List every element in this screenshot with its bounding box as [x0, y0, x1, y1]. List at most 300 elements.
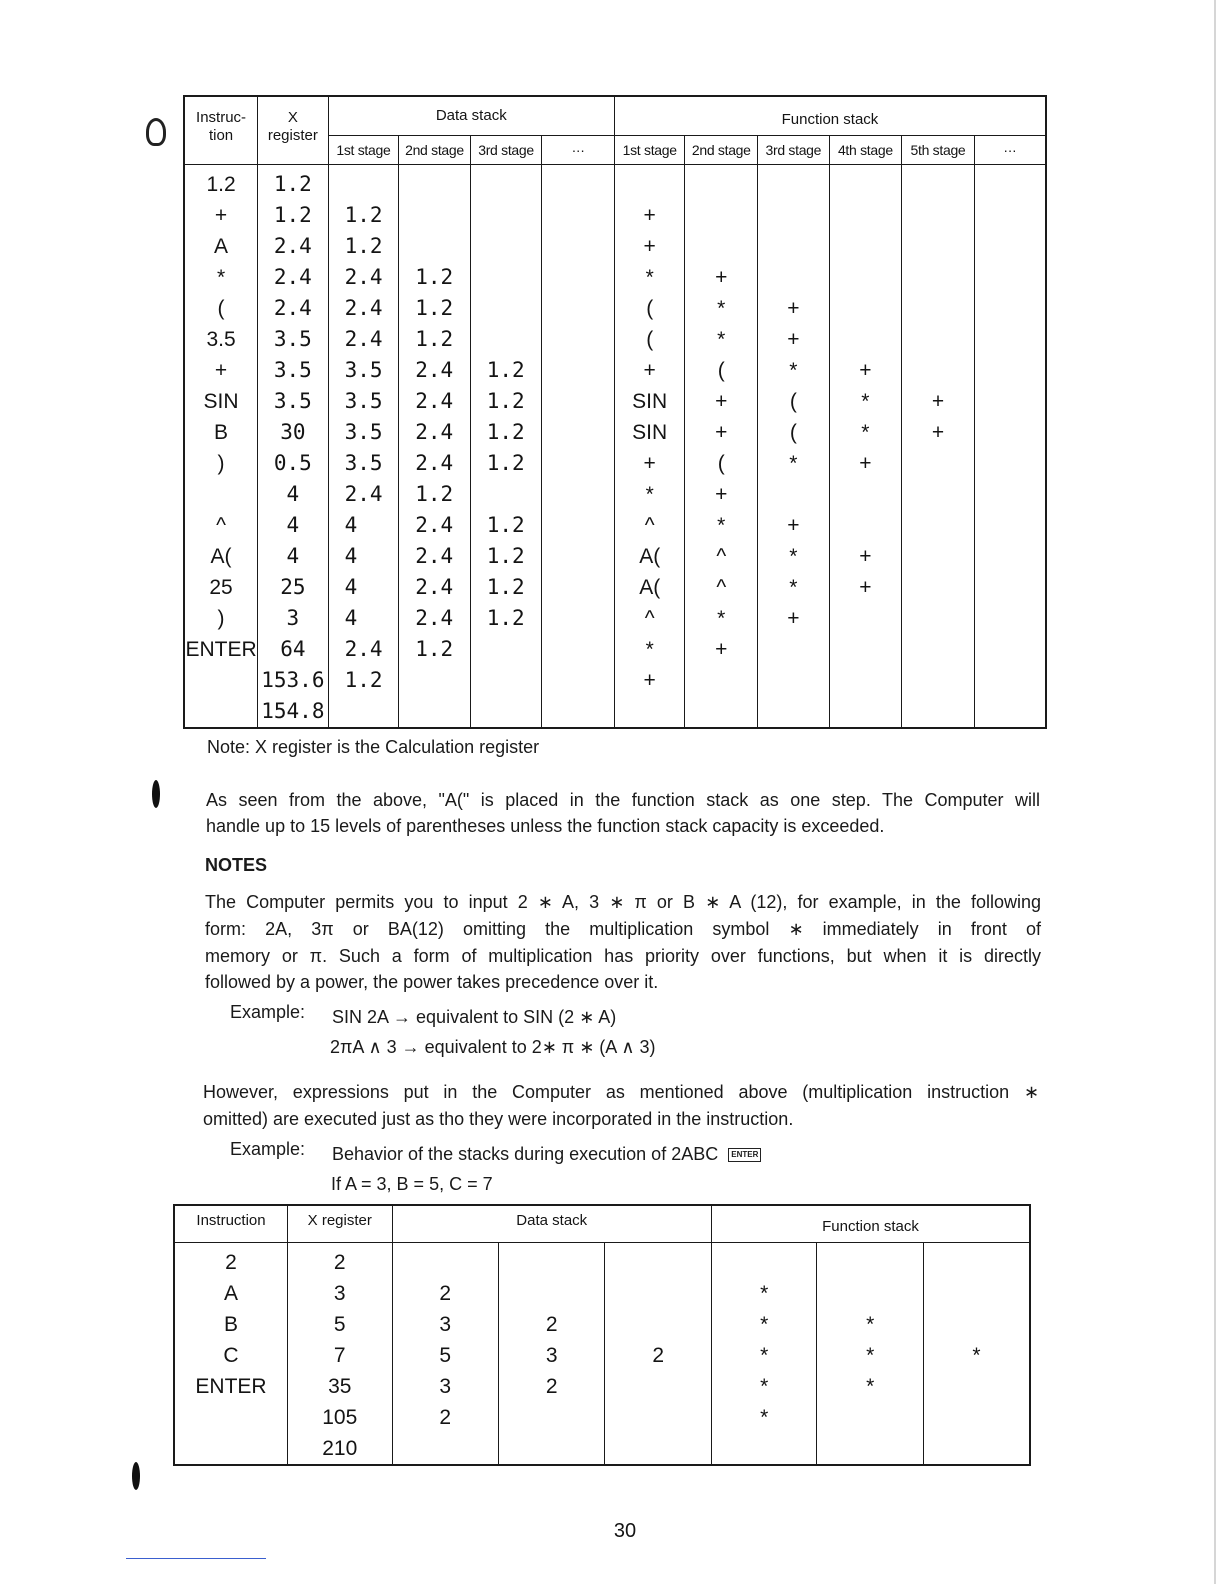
stack-cell — [175, 1402, 287, 1433]
stack-cell: ( — [789, 421, 797, 444]
example-line: SIN 2A → equivalent to SIN (2 ∗ A) — [332, 1007, 617, 1027]
stack-cell — [924, 1278, 1029, 1309]
stack-cell: ) — [217, 607, 225, 630]
stack-behavior-table — [183, 95, 1047, 729]
header-x-register: X register — [258, 96, 329, 165]
stack-cell — [758, 262, 829, 293]
stack-cell — [542, 696, 614, 727]
stack-cell: + — [931, 421, 945, 444]
stack-cell: ( — [717, 452, 725, 475]
stack-cell: 210 — [322, 1437, 358, 1460]
stack-cell: * — [972, 1344, 981, 1367]
stack-cell — [975, 417, 1045, 448]
stack-cell — [685, 169, 757, 200]
stack-cell: 3 — [333, 1282, 346, 1305]
stack-cell: SIN — [632, 421, 668, 444]
stack-cell — [685, 665, 757, 696]
stack-cell — [471, 479, 542, 510]
stack-cell — [542, 448, 614, 479]
stack-cell: ENTER — [195, 1375, 267, 1398]
stack-cell: 1.2 — [344, 668, 383, 692]
stack-cell: 1.2 — [273, 172, 312, 196]
stack-cell: 1.2 — [486, 420, 525, 444]
stack-cell — [758, 696, 829, 727]
stack-cell — [542, 541, 614, 572]
header-data-stack: Data stack — [392, 1205, 711, 1243]
stack-cell: 2.4 — [415, 544, 454, 568]
function-stack-column — [817, 1243, 923, 1466]
stack-cell: 1.2 — [344, 203, 383, 227]
stack-cell — [902, 665, 974, 696]
stack-cell: * — [789, 545, 798, 568]
stack-cell — [685, 696, 757, 727]
stack-cell — [542, 634, 614, 665]
stack-cell: 2.4 — [344, 482, 383, 506]
stack-cell: * — [861, 390, 870, 413]
example-line: If A = 3, B = 5, C = 7 — [331, 1174, 493, 1194]
stack-cell — [975, 665, 1045, 696]
stack-cell: * — [760, 1344, 769, 1367]
paragraph-line: The Computer permits you to input 2 ∗ A, 3 ∗ π or B ∗ A (12), for example, in the following — [205, 892, 1041, 912]
function-stack-column — [902, 165, 975, 729]
stack-cell: * — [861, 421, 870, 444]
paragraph-line: form: 2A, 3π or BA(12) omitting the multiplication symbol ∗ immediately in front of — [205, 919, 1041, 939]
stack-cell — [924, 1433, 1029, 1464]
stack-cell — [830, 169, 902, 200]
stack-cell: ^ — [644, 607, 655, 630]
stack-cell — [399, 231, 470, 262]
stack-cell: 4 — [344, 544, 358, 568]
stack-cell — [758, 665, 829, 696]
stack-cell: 2.4 — [344, 637, 383, 661]
stack-cell: + — [931, 390, 945, 413]
stack-cell — [758, 634, 829, 665]
stack-cell: 2 — [333, 1251, 346, 1274]
stack-cell: * — [717, 297, 726, 320]
stack-cell: 4 — [344, 513, 358, 537]
stack-cell: ) — [217, 452, 225, 475]
stack-cell — [542, 169, 614, 200]
stack-cell: 2.4 — [415, 575, 454, 599]
stack-cell: 25 — [209, 576, 233, 599]
stack-cell: * — [866, 1375, 875, 1398]
stack-cell: 105 — [322, 1406, 358, 1429]
stack-cell: 7 — [333, 1344, 346, 1367]
stack-cell: * — [789, 359, 798, 382]
stack-cell: + — [643, 669, 656, 692]
stack-cell: 2.4 — [415, 358, 454, 382]
stack-cell — [975, 696, 1045, 727]
stack-cell — [712, 1247, 816, 1278]
stack-cell — [605, 1433, 711, 1464]
stack-cell — [542, 479, 614, 510]
stack-cell: * — [760, 1406, 769, 1429]
stack-cell: + — [715, 266, 728, 289]
stack-cell — [605, 1247, 711, 1278]
stack-cell — [185, 479, 257, 510]
stack-cell: 2 — [545, 1375, 558, 1398]
data-stack-column — [399, 165, 471, 729]
stack-cell — [471, 231, 542, 262]
stack-cell — [605, 1371, 711, 1402]
stack-cell: 2.4 — [415, 606, 454, 630]
stack-cell: 1.2 — [486, 451, 525, 475]
stack-cell: B — [214, 421, 229, 444]
stack-cell: 153.6 — [261, 668, 325, 692]
stack-cell: + — [715, 638, 728, 661]
stack-cell — [758, 479, 829, 510]
stack-cell: 4 — [286, 544, 300, 568]
stack-cell — [902, 510, 974, 541]
enter-key-icon: ENTER — [728, 1148, 761, 1162]
stack-cell — [924, 1309, 1029, 1340]
stack-cell — [817, 1433, 922, 1464]
stack-cell: 0.5 — [273, 451, 312, 475]
stack-cell: 1.2 — [415, 637, 454, 661]
stack-cell — [499, 1402, 604, 1433]
stack-cell — [830, 603, 902, 634]
footnote-rule — [126, 1558, 266, 1559]
stack-cell — [817, 1278, 922, 1309]
stack-cell: 1.2 — [486, 606, 525, 630]
stack-cell — [471, 696, 542, 727]
paragraph-line: followed by a power, the power takes precedence over it. — [205, 972, 659, 992]
stack-cell: + — [787, 514, 800, 537]
stack-cell — [902, 448, 974, 479]
stack-cell: * — [645, 266, 654, 289]
stack-cell: * — [645, 638, 654, 661]
stack-cell — [329, 169, 399, 200]
stack-cell — [975, 169, 1045, 200]
stack-cell: 1.2 — [415, 482, 454, 506]
margin-mark — [152, 780, 160, 808]
stack-cell: 5 — [333, 1313, 346, 1336]
stack-cell — [685, 200, 757, 231]
data-stack-column — [498, 1243, 604, 1466]
data-stack-column — [542, 165, 615, 729]
stack-cell — [542, 355, 614, 386]
stack-cell: 1.2 — [206, 173, 236, 196]
stack-cell: 3.5 — [344, 420, 383, 444]
header-function-stack: Function stack — [711, 1205, 1030, 1243]
stack-cell — [685, 231, 757, 262]
stack-cell — [830, 200, 902, 231]
stack-cell: 154.8 — [261, 699, 325, 723]
stack-cell — [975, 510, 1045, 541]
header-function-stage: 2nd stage — [685, 136, 758, 165]
stack-cell: + — [787, 328, 800, 351]
stack-cell — [975, 541, 1045, 572]
example-label: Example: — [230, 1002, 306, 1022]
stack-cell: * — [789, 452, 798, 475]
stack-cell: 3 — [439, 1313, 452, 1336]
example-line: 2πA ∧ 3 → equivalent to 2∗ π ∗ (A ∧ 3) — [330, 1037, 656, 1057]
stack-cell — [902, 169, 974, 200]
stack-cell — [399, 665, 470, 696]
stack-cell — [542, 231, 614, 262]
stack-cell: A( — [639, 576, 661, 599]
header-function-stage: ··· — [974, 136, 1046, 165]
stack-cell: + — [643, 204, 656, 227]
stack-cell: + — [787, 607, 800, 630]
stack-cell: ^ — [644, 514, 655, 537]
stack-cell: A — [214, 235, 229, 258]
stack-cell: 3.5 — [273, 327, 312, 351]
paragraph-line: omitted) are executed just as tho they were incorporated in the instruction. — [203, 1109, 794, 1129]
stack-cell: 4 — [286, 513, 300, 537]
stack-cell — [830, 510, 902, 541]
stack-cell: * — [866, 1344, 875, 1367]
stack-cell: + — [214, 204, 228, 227]
stack-cell — [471, 665, 542, 696]
stack-cell: + — [787, 297, 800, 320]
stack-cell — [830, 479, 902, 510]
data-stack-column — [470, 165, 542, 729]
stack-cell: 2.4 — [273, 296, 312, 320]
stack-cell: + — [859, 359, 872, 382]
stack-cell: + — [859, 576, 872, 599]
data-stack-column — [392, 1243, 498, 1466]
stack-cell — [975, 324, 1045, 355]
stack-cell — [975, 603, 1045, 634]
stack-cell — [542, 417, 614, 448]
stack-cell — [975, 293, 1045, 324]
stack-cell: 1.2 — [415, 265, 454, 289]
function-stack-column — [829, 165, 902, 729]
stack-cell: 1.2 — [415, 327, 454, 351]
header-instruction: Instruction — [174, 1205, 288, 1243]
stack-cell — [817, 1402, 922, 1433]
stack-cell — [542, 603, 614, 634]
stack-cell: 3 — [439, 1375, 452, 1398]
header-data-stage: 3rd stage — [470, 136, 542, 165]
stack-cell — [542, 386, 614, 417]
stack-cell: 3.5 — [273, 358, 312, 382]
stack-cell — [758, 169, 829, 200]
example-stack-table — [173, 1204, 1031, 1466]
stack-cell — [185, 665, 257, 696]
stack-cell — [712, 1433, 816, 1464]
stack-cell: A — [224, 1282, 239, 1305]
stack-cell — [975, 479, 1045, 510]
stack-cell: 30 — [280, 420, 306, 444]
stack-cell: 2 — [439, 1406, 452, 1429]
stack-cell: * — [717, 607, 726, 630]
stack-cell — [830, 665, 902, 696]
stack-cell: 1.2 — [344, 234, 383, 258]
stack-cell — [615, 696, 685, 727]
stack-cell — [399, 696, 470, 727]
instruction-column — [184, 165, 258, 729]
stack-cell: * — [717, 328, 726, 351]
stack-cell — [924, 1371, 1029, 1402]
stack-cell — [471, 634, 542, 665]
stack-cell: * — [717, 514, 726, 537]
stack-cell: 1.2 — [486, 513, 525, 537]
stack-cell: + — [715, 390, 728, 413]
header-data-stage: 2nd stage — [399, 136, 471, 165]
stack-cell — [830, 634, 902, 665]
header-data-stage: ··· — [542, 136, 615, 165]
stack-cell: * — [216, 266, 226, 289]
stack-cell: 1.2 — [486, 575, 525, 599]
instruction-column — [174, 1243, 288, 1466]
stack-cell: 3 — [545, 1344, 558, 1367]
stack-cell — [471, 262, 542, 293]
paragraph-line: However, expressions put in the Computer as mentioned above (multiplication instruction ∗ — [203, 1082, 1039, 1102]
stack-cell — [471, 324, 542, 355]
stack-cell — [830, 293, 902, 324]
header-function-stack: Function stack — [614, 96, 1046, 136]
stack-cell — [542, 572, 614, 603]
stack-cell: 2 — [225, 1251, 237, 1274]
stack-cell — [542, 262, 614, 293]
page-number: 30 — [613, 1520, 637, 1542]
example-text: Behavior of the stacks during execution of 2ABC — [332, 1144, 719, 1164]
stack-cell — [902, 293, 974, 324]
stack-cell — [758, 200, 829, 231]
stack-cell — [499, 1278, 604, 1309]
stack-cell — [902, 231, 974, 262]
header-function-stage: 4th stage — [829, 136, 902, 165]
stack-cell: 3.5 — [206, 328, 236, 351]
data-stack-column — [605, 1243, 712, 1466]
x-register-column — [258, 165, 329, 729]
stack-cell — [975, 200, 1045, 231]
stack-cell — [975, 572, 1045, 603]
stack-cell — [830, 262, 902, 293]
stack-cell: ( — [717, 359, 725, 382]
stack-cell: ^ — [716, 545, 727, 568]
stack-cell — [902, 355, 974, 386]
stack-cell — [542, 324, 614, 355]
stack-cell: ^ — [216, 514, 226, 537]
stack-cell — [975, 448, 1045, 479]
stack-cell — [817, 1247, 922, 1278]
header-function-stage: 5th stage — [902, 136, 975, 165]
stack-cell: C — [223, 1344, 239, 1367]
stack-cell: 2.4 — [344, 296, 383, 320]
stack-cell: SIN — [203, 390, 239, 413]
stack-cell — [471, 200, 542, 231]
stack-cell — [542, 665, 614, 696]
stack-cell: 2.4 — [344, 265, 383, 289]
stack-cell — [542, 293, 614, 324]
notes-heading: NOTES — [205, 855, 268, 875]
edge-line — [1214, 0, 1216, 1584]
stack-cell — [399, 169, 470, 200]
stack-cell: * — [789, 576, 798, 599]
stack-cell — [329, 696, 399, 727]
stack-cell: 1.2 — [486, 544, 525, 568]
stack-cell: A( — [210, 545, 232, 568]
stack-cell — [975, 231, 1045, 262]
function-stack-column — [685, 165, 758, 729]
stack-cell: 1.2 — [486, 389, 525, 413]
stack-cell: B — [224, 1313, 239, 1336]
stack-cell — [902, 479, 974, 510]
stack-cell: 1.2 — [415, 296, 454, 320]
stack-cell: + — [214, 359, 228, 382]
header-function-stage: 3rd stage — [758, 136, 830, 165]
stack-cell: 2 — [439, 1282, 452, 1305]
header-data-stage: 1st stage — [328, 136, 399, 165]
stack-cell: * — [760, 1282, 769, 1305]
example-label: Example: — [230, 1139, 306, 1159]
stack-cell — [902, 324, 974, 355]
stack-cell: 2 — [652, 1344, 665, 1367]
stack-cell: + — [859, 545, 872, 568]
stack-cell — [471, 293, 542, 324]
stack-cell — [499, 1433, 604, 1464]
stack-cell: 2.4 — [415, 420, 454, 444]
stack-cell: 3.5 — [344, 389, 383, 413]
stack-cell — [758, 231, 829, 262]
function-stack-column — [614, 165, 685, 729]
stack-cell — [902, 572, 974, 603]
stack-cell: + — [859, 452, 872, 475]
stack-cell: 25 — [280, 575, 306, 599]
stack-cell: ENTER — [185, 638, 257, 661]
stack-cell: 1.2 — [486, 358, 525, 382]
stack-cell — [902, 603, 974, 634]
stack-cell: + — [715, 483, 728, 506]
stack-cell: ( — [646, 328, 654, 351]
stack-cell — [902, 696, 974, 727]
stack-cell: + — [643, 235, 656, 258]
stack-cell — [615, 169, 685, 200]
stack-cell: * — [866, 1313, 875, 1336]
stack-cell: * — [760, 1313, 769, 1336]
stack-cell: 1.2 — [273, 203, 312, 227]
stack-cell: 2.4 — [415, 451, 454, 475]
stack-cell — [605, 1402, 711, 1433]
stack-cell — [542, 510, 614, 541]
header-function-stage: 1st stage — [614, 136, 685, 165]
stack-cell: A( — [639, 545, 661, 568]
stack-cell: 2.4 — [344, 327, 383, 351]
stack-cell — [185, 696, 257, 727]
header-instruction: Instruc- tion — [184, 96, 258, 165]
stack-cell: 5 — [439, 1344, 452, 1367]
stack-cell — [975, 355, 1045, 386]
stack-cell: 3 — [286, 606, 300, 630]
stack-cell — [924, 1247, 1029, 1278]
stack-cell: + — [715, 421, 728, 444]
stack-cell: ( — [217, 297, 225, 320]
stack-cell — [175, 1433, 287, 1464]
stack-cell — [399, 200, 470, 231]
stack-cell — [542, 200, 614, 231]
stack-cell — [605, 1309, 711, 1340]
stack-cell — [605, 1278, 711, 1309]
stack-cell — [902, 634, 974, 665]
stack-cell: * — [645, 483, 654, 506]
stack-cell: * — [760, 1375, 769, 1398]
stack-cell: 2.4 — [415, 389, 454, 413]
function-stack-column — [711, 1243, 816, 1466]
x-register-column — [288, 1243, 392, 1466]
stack-cell: + — [643, 359, 656, 382]
function-stack-column — [974, 165, 1046, 729]
stack-cell: 2 — [545, 1313, 558, 1336]
stack-cell — [924, 1402, 1029, 1433]
stack-cell: 35 — [328, 1375, 352, 1398]
stack-cell — [393, 1247, 498, 1278]
stack-cell: 2.4 — [273, 265, 312, 289]
stack-cell — [902, 200, 974, 231]
table-note: Note: X register is the Calculation register — [207, 737, 540, 757]
